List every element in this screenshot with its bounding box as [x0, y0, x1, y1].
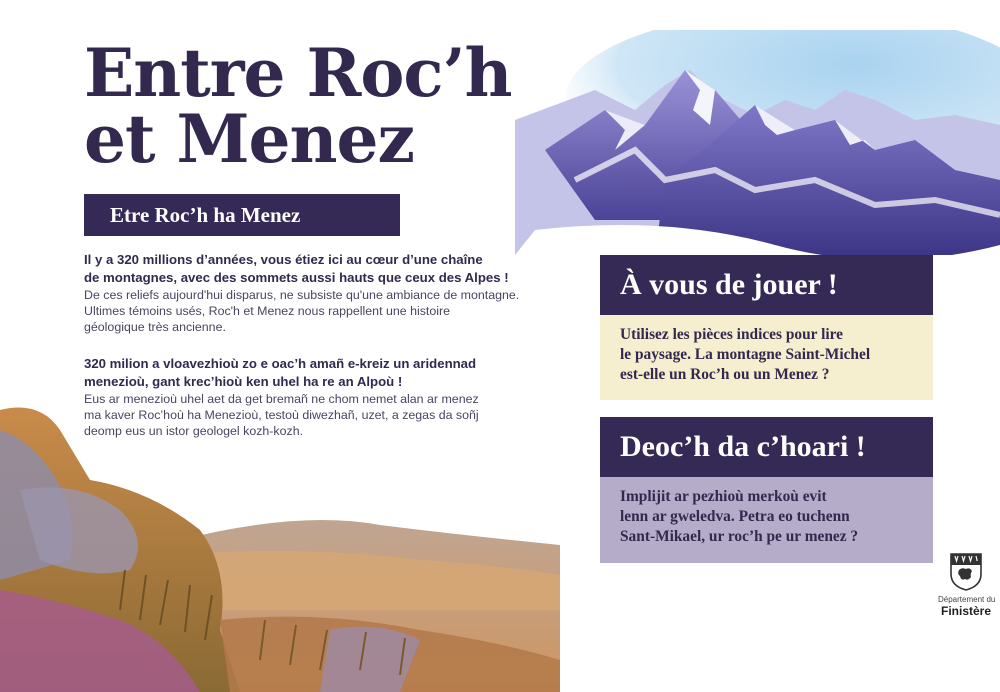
activity-heading-breton: Deoc’h da c’hoari !: [600, 417, 933, 477]
breton-lead-line: 320 milion a vloavezhioù zo e oac’h amañ e-kreiz un aridennad: [84, 356, 477, 371]
breton-text: [84, 355, 589, 439]
french-body: [84, 287, 589, 335]
breton-lead-line: menezioù, gant krec’hioù ken uhel ha re an Alpoù !: [84, 374, 403, 389]
activity-line: Sant-Mikael, ur roc’h pe ur menez ?: [620, 528, 859, 545]
activity-line: lenn ar gweledva. Petra eo tuchenn: [620, 508, 850, 525]
logo-department-label: Département du: [938, 595, 996, 604]
french-body-line: Ultimes témoins usés, Roc'h et Menez nous rappellent une histoire: [84, 304, 451, 318]
title-line-1: Entre Roc’h: [84, 34, 512, 112]
breton-lead: [84, 355, 589, 391]
activity-text-breton: [600, 477, 933, 563]
title-line-2: et Menez: [84, 100, 414, 178]
french-lead: [84, 251, 589, 287]
finistere-shield-icon: [949, 552, 983, 592]
breton-body: [84, 391, 589, 439]
french-body-line: De ces reliefs aujourd'hui disparus, ne subsiste qu'une ambiance de montagne.: [84, 288, 520, 302]
subtitle-breton: Etre Roc’h ha Menez: [84, 194, 400, 236]
breton-body-line: Eus ar menezioù uhel aet da get bremañ ne chom nemet alan ar menez: [84, 392, 479, 406]
logo-department-name: Finistère: [940, 604, 991, 618]
breton-body-line: deomp eus un istor geologel kozh-kozh.: [84, 424, 304, 438]
activity-line: est-elle un Roc’h ou un Menez ?: [620, 366, 830, 383]
mountain-illustration: [515, 30, 1000, 255]
breton-body-line: ma kaver Roc’hoù ha Menezioù, testoù diwezhañ, uzet, a zegas da soñj: [84, 408, 479, 422]
french-body-line: géologique très ancienne.: [84, 320, 226, 334]
french-lead-line: Il y a 320 millions d’années, vous étiez ici au cœur d’une chaîne: [84, 252, 483, 267]
french-lead-line: de montagnes, avec des sommets aussi hauts que ceux des Alpes !: [84, 270, 509, 285]
finistere-logo: [938, 552, 994, 618]
activity-line: le paysage. La montagne Saint-Michel: [620, 346, 871, 363]
page-title: [84, 34, 544, 178]
activity-line: Implijit ar pezhioù merkoù evit: [620, 488, 827, 505]
activity-text-french: [600, 315, 933, 400]
activity-line: Utilisez les pièces indices pour lire: [620, 326, 843, 343]
activity-heading-french: À vous de jouer !: [600, 255, 933, 315]
french-text: [84, 251, 589, 335]
